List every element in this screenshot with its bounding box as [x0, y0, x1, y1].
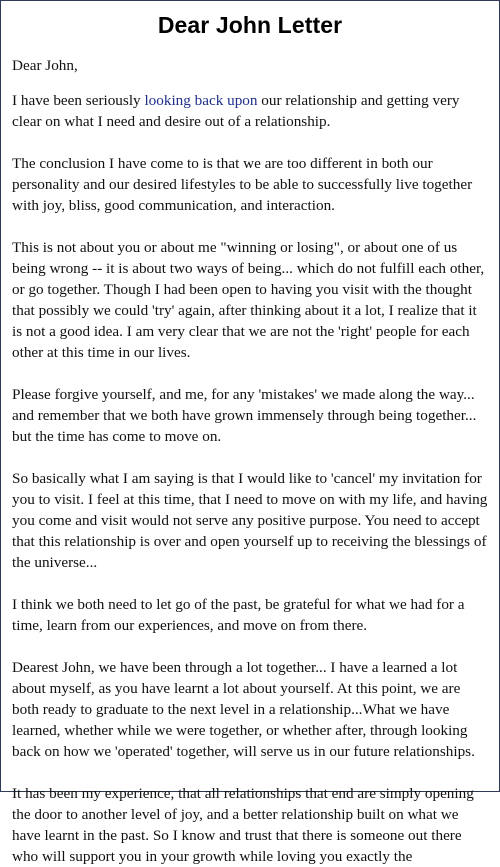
page-title: Dear John Letter — [157, 12, 343, 38]
paragraph-6: I think we both need to let go of the past, be grateful for what we had for a time, learn from our experiences, and move on from there. — [12, 596, 465, 634]
letter-body — [1, 55, 499, 867]
highlighted-phrase-link[interactable]: looking back upon — [144, 92, 258, 109]
paragraph-1-end: our relationship and getting very clear on what I need and desire out of a relationship. — [12, 92, 460, 130]
paragraph-1-start: I have been seriously — [12, 92, 145, 109]
paragraph-8: It has been my experience, that all relationships that end are simply opening the door to another level of joy, and a better relationship built on what we have learnt in the past. So I know and trust that there is someone out there who will support you in your growth while loving you exactly the — [12, 785, 474, 865]
paragraph-1 — [12, 90, 490, 132]
paragraph-7: Dearest John, we have been through a lot together... I have a learned a lot about myself, as you have learnt a lot about yourself. At this point, we are both ready to graduate to the next level in a relationship...What we have learned, whether while we were together, or whether after, through looking back on how we 'operated' together, will serve us in our future relationships. — [12, 659, 475, 760]
paragraph-2: The conclusion I have come to is that we are too different in both our personality and our desired lifestyles to be able to successfully live together with joy, bliss, good communication, and interaction. — [12, 155, 473, 214]
paragraph-3: This is not about you or about me "winning or losing", or about one of us being wrong -- it is about two ways of being... which do not fulfill each other, or go together. Though I had been open to having you visit with the thought that possibly we could 'try' again, after thinking about it a lot, I realize that it is not a good idea. I am very clear that we are not the 'right' people for each other at this time in our lives. — [12, 239, 485, 361]
paragraph-4: Please forgive yourself, and me, for any 'mistakes' we made along the way... and remember that we both have grown immensely through being together... but the time has come to move on. — [12, 386, 477, 445]
salutation: Dear John, — [12, 57, 78, 74]
paragraph-5: So basically what I am saying is that I would like to 'cancel' my invitation for you to visit. I feel at this time, that I need to move on with my life, and having you come and visit would not serve any positive purpose. You need to accept that this relationship is over and open yourself up to receiving the blessings of the universe... — [12, 470, 488, 571]
